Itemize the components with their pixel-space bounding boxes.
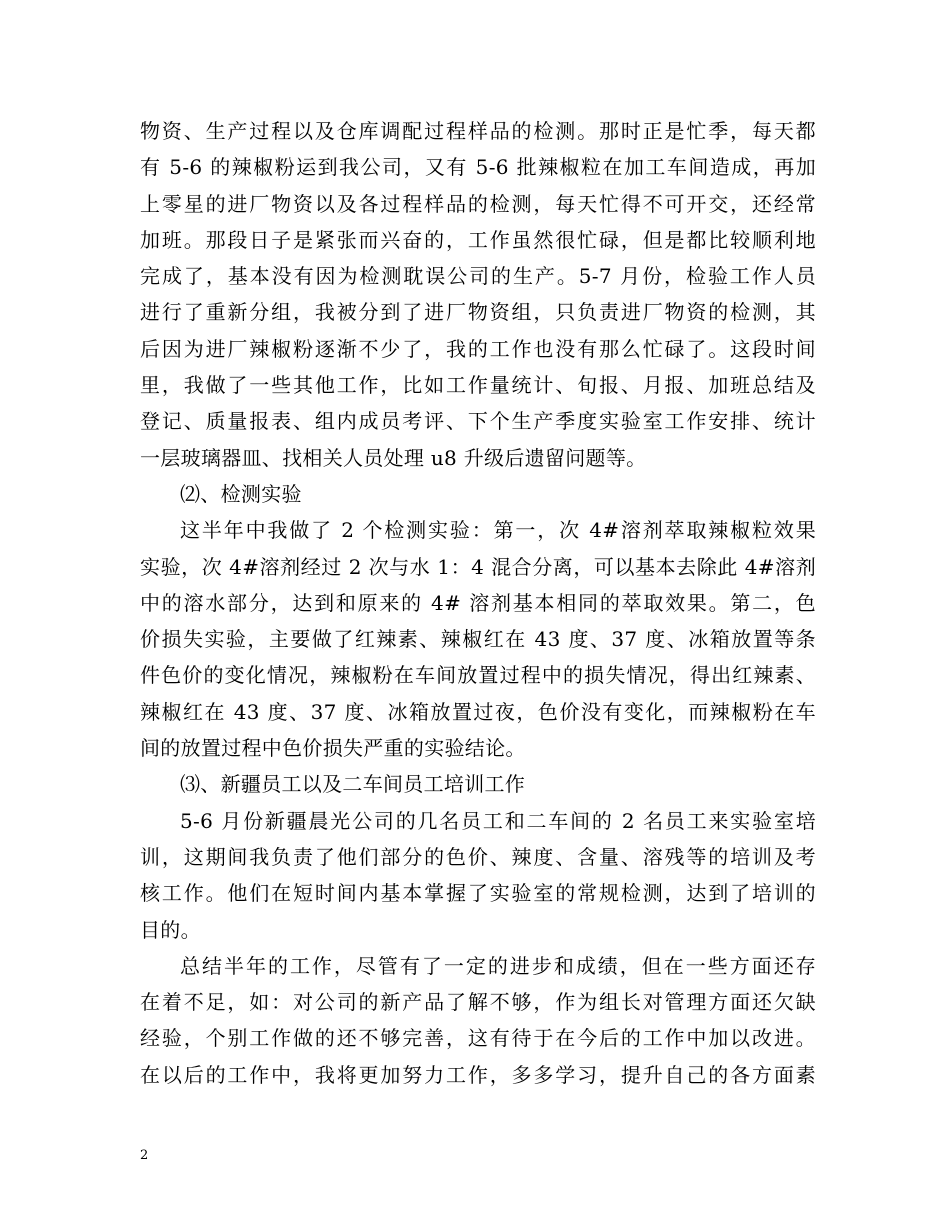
text-line: 辣椒红在 43 度、37 度、冰箱放置过夜，色价没有变化，而辣椒粉在车 bbox=[140, 699, 816, 724]
text-line: 这半年中我做了 2 个检测实验：第一，次 4#溶剂萃取辣椒粒效果 bbox=[180, 518, 816, 543]
text-line: 训，这期间我负责了他们部分的色价、辣度、含量、溶残等的培训及考 bbox=[140, 844, 816, 869]
text-line: 上零星的进厂物资以及各过程样品的检测，每天忙得不可开交，还经常 bbox=[140, 191, 816, 216]
text-line: 一层玻璃器皿、找相关人员处理 u8 升级后遗留问题等。 bbox=[140, 445, 647, 470]
document-body bbox=[140, 113, 816, 1093]
text-line: 登记、质量报表、组内成员考评、下个生产季度实验室工作安排、统计 bbox=[140, 409, 816, 434]
text-line: 实验，次 4#溶剂经过 2 次与水 1：4 混合分离，可以基本去除此 4#溶剂 bbox=[140, 554, 816, 579]
text-line: 核工作。他们在短时间内基本掌握了实验室的常规检测，达到了培训的 bbox=[140, 881, 816, 906]
text-line: 后因为进厂辣椒粉逐渐不少了，我的工作也没有那么忙碌了。这段时间 bbox=[140, 336, 816, 361]
text-line: 价损失实验，主要做了红辣素、辣椒红在 43 度、37 度、冰箱放置等条 bbox=[140, 627, 816, 652]
text-line: 总结半年的工作，尽管有了一定的进步和成绩，但在一些方面还存 bbox=[180, 953, 816, 978]
text-line: 物资、生产过程以及仓库调配过程样品的检测。那时正是忙季，每天都 bbox=[140, 119, 816, 143]
text-line: 中的溶水部分，达到和原来的 4# 溶剂基本相同的萃取效果。第二，色 bbox=[140, 590, 816, 615]
text-line: 在着不足，如：对公司的新产品了解不够，作为组长对管理方面还欠缺 bbox=[140, 990, 816, 1015]
text-line: ⑶、新疆员工以及二车间员工培训工作 bbox=[180, 772, 526, 797]
text-line: 里，我做了一些其他工作，比如工作量统计、旬报、月报、加班总结及 bbox=[140, 373, 816, 398]
text-line: 经验，个别工作做的还不够完善，这有待于在今后的工作中加以改进。 bbox=[140, 1026, 816, 1051]
text-line: 进行了重新分组，我被分到了进厂物资组，只负责进厂物资的检测，其 bbox=[140, 300, 816, 325]
text-line: 完成了，基本没有因为检测耽误公司的生产。5-7 月份，检验工作人员 bbox=[140, 264, 816, 289]
text-line: 目的。 bbox=[140, 917, 201, 942]
text-line: 件色价的变化情况，辣椒粉在车间放置过程中的损失情况，得出红辣素、 bbox=[140, 663, 816, 688]
text-line: 加班。那段日子是紧张而兴奋的，工作虽然很忙碌，但是都比较顺利地 bbox=[140, 227, 816, 252]
text-line: 在以后的工作中，我将更加努力工作，多多学习，提升自己的各方面素 bbox=[140, 1062, 816, 1087]
text-line: 有 5-6 的辣椒粉运到我公司，又有 5-6 批辣椒粒在加工车间造成，再加 bbox=[140, 155, 816, 180]
page-number: 2 bbox=[140, 1148, 149, 1163]
text-line: 5-6 月份新疆晨光公司的几名员工和二车间的 2 名员工来实验室培 bbox=[180, 808, 816, 833]
text-line: ⑵、检测实验 bbox=[180, 481, 302, 506]
text-line: 间的放置过程中色价损失严重的实验结论。 bbox=[140, 736, 526, 761]
